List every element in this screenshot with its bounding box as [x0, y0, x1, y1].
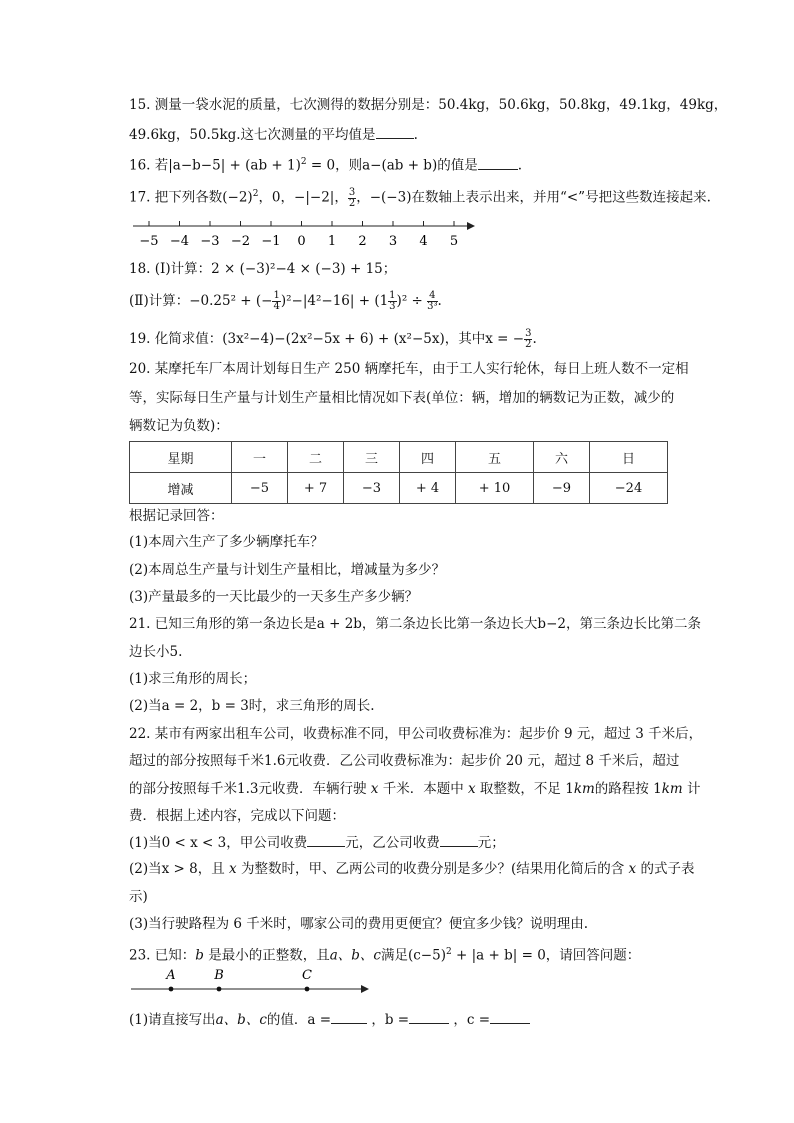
- tick-label: 3: [388, 234, 398, 249]
- q22-text: 计: [686, 781, 701, 797]
- q22-text: (1)当0 < x < 3，甲公司收费: [129, 835, 308, 851]
- q22-text: 的部分按照每千米1.3元收费．车辆行驶: [129, 781, 367, 797]
- q18-text: )²−|4²−16| + (1: [280, 293, 389, 309]
- q21-line1: 21. 已知三角形的第一条边长是a + 2b，第二条边长比第一条边长大b−2，第三条边长比第二条: [129, 616, 701, 632]
- table-cell: 二: [288, 442, 344, 473]
- q17-exp: 2: [252, 189, 259, 199]
- q20-after: 根据记录回答：: [129, 508, 224, 524]
- q16: [129, 152, 522, 176]
- table-cell: −5: [232, 473, 288, 504]
- q17: [129, 184, 711, 209]
- q17-text-a: 17. 把下列各数(−2): [129, 189, 253, 206]
- q19-text: 19. 化简求值：(3x²−4)−(2x²−5x + 6) + (x²−5x)，其中x = −: [129, 331, 525, 347]
- table-row: [130, 442, 668, 473]
- table-cell: 增减: [130, 473, 232, 504]
- tick-label: 5: [449, 234, 459, 249]
- point-a: [169, 987, 174, 992]
- q16-end: .: [517, 157, 523, 174]
- point-b: [217, 987, 222, 992]
- q22-text: 元，乙公司收费: [345, 835, 440, 851]
- q21-line2: 边长小5.: [129, 644, 183, 660]
- table-cell: 三: [344, 442, 400, 473]
- q18-text: )² ÷: [396, 293, 428, 309]
- table-cell: + 4: [400, 473, 456, 504]
- point-label-a: A: [166, 968, 176, 983]
- point-line: [129, 966, 379, 1000]
- tick-label: −5: [139, 234, 159, 249]
- table-cell: 五: [456, 442, 534, 473]
- tick-label: −4: [169, 234, 190, 249]
- point-c: [305, 987, 310, 992]
- answer-blank[interactable]: [440, 832, 478, 847]
- unit-km: km: [661, 781, 683, 797]
- q22-text: 的路程按 1: [594, 781, 662, 797]
- q21-sub1: (1)求三角形的周长；: [129, 671, 257, 687]
- table-cell: 四: [400, 442, 456, 473]
- answer-blank[interactable]: [376, 124, 414, 139]
- unit-km: km: [573, 781, 595, 797]
- fraction: $\frac{1}{3}$: [389, 290, 396, 312]
- q15-end: .: [413, 127, 418, 143]
- tick-label: −3: [200, 234, 220, 249]
- q20-line2: 等，实际每日生产量与计划生产量相比情况如下表(单位：辆，增加的辆数记为正数，减少的: [129, 390, 675, 406]
- arrow-head: [361, 985, 369, 993]
- table-cell: 日: [590, 442, 668, 473]
- table-row: [130, 473, 668, 504]
- fraction: $\frac{1}{4}$: [273, 290, 280, 312]
- tick-label: 0: [297, 234, 306, 249]
- q20-sub1: (1)本周六生产了多少辆摩托车？: [129, 534, 324, 550]
- q22-text: 的式子表: [640, 861, 695, 877]
- var-x: x: [370, 781, 379, 797]
- tick-group: [139, 221, 458, 249]
- q22-text: 千米．本题中: [382, 781, 464, 797]
- q21-sub2: (2)当a = 2，b = 3时，求三角形的周长.: [129, 698, 375, 714]
- q22-text: 元；: [477, 835, 505, 851]
- q15-line1: 15. 测量一袋水泥的质量，七次测得的数据分别是：50.4kg，50.6kg，50.8kg，49.1kg，49kg，: [129, 97, 728, 113]
- q17-text-c: ，−(−3)在数轴上表示出来，并用“<”号把这些数连接起来.: [356, 189, 711, 206]
- answer-blank-b[interactable]: [409, 1009, 449, 1024]
- answer-blank-c[interactable]: [490, 1009, 530, 1024]
- q22-sub2-cont: 示): [129, 889, 148, 905]
- var-abc: a、b、c: [215, 1012, 267, 1028]
- q22-text: (2)当x > 8，且: [129, 861, 225, 877]
- q18-text: .: [437, 293, 442, 309]
- point-label-b: B: [214, 968, 224, 983]
- q23-text: 满足(c−5): [380, 947, 446, 964]
- table-cell: 六: [534, 442, 590, 473]
- q16-text-b: = 0，则a−(ab + b)的值是: [306, 157, 478, 174]
- q18-line1: 18. (Ⅰ)计算：2 × (−3)²−4 × (−3) + 15；: [129, 261, 397, 277]
- q22-sub1: [129, 832, 505, 853]
- number-line: [129, 214, 489, 250]
- q23-text: 是最小的正整数，且: [208, 947, 330, 964]
- fraction: $\frac{3}{2}$: [525, 328, 532, 350]
- q17-text-b: ，0，−|−2|，: [258, 189, 348, 206]
- tick-label: 1: [327, 234, 337, 249]
- var-b: b: [195, 947, 204, 964]
- answer-blank-a[interactable]: [331, 1009, 367, 1024]
- answer-blank[interactable]: [307, 832, 345, 847]
- q23-text: (1)请直接写出: [129, 1012, 216, 1028]
- tick-label: 2: [358, 234, 367, 249]
- q18-text: (Ⅱ)计算：−0.25² + (−: [129, 293, 273, 309]
- var-x: x: [229, 861, 237, 877]
- tick-label: 4: [419, 234, 428, 249]
- q19-end: .: [532, 331, 537, 347]
- q15-line2: [129, 124, 418, 145]
- q23-sub1: [129, 1009, 530, 1030]
- arrow-head: [467, 222, 475, 230]
- fraction: $\frac{3}{2}$: [348, 186, 356, 209]
- table-cell: 星期: [130, 442, 232, 473]
- var-x: x: [468, 781, 476, 797]
- q18-line2: [129, 291, 442, 312]
- tick-label: −2: [230, 234, 251, 249]
- q20-sub2: (2)本周总生产量与计划生产量相比，增减量为多少？: [129, 562, 446, 578]
- tick-label: −1: [261, 234, 281, 249]
- q22-sub3: (3)当行驶路程为 6 千米时，哪家公司的费用更便宜？便宜多少钱？说明理由.: [129, 916, 589, 932]
- q23-text: 23. 已知：: [129, 947, 196, 964]
- table-cell: + 7: [288, 473, 344, 504]
- table-cell: −24: [590, 473, 668, 504]
- q23-text: ，b =: [371, 1012, 410, 1028]
- table-cell: + 10: [456, 473, 534, 504]
- q19: [129, 329, 537, 350]
- q22-text: 取整数，不足 1: [479, 781, 574, 797]
- q20-line3: 辆数记为负数)：: [129, 418, 229, 434]
- table-cell: 一: [232, 442, 288, 473]
- production-table: [129, 441, 668, 504]
- q15-text: 49.6kg，50.5kg.这七次测量的平均值是: [129, 127, 376, 143]
- fraction: $\frac{4}{\text{3³}}$: [427, 290, 438, 312]
- q22-sub2: [129, 859, 694, 879]
- q22-text: 为整数时，甲、乙两公司的收费分别是多少？(结果用化简后的含: [240, 861, 625, 877]
- var-abc: a、b、c: [329, 947, 381, 964]
- q22-line4: 费．根据上述内容，完成以下问题：: [129, 808, 345, 824]
- q16-exp: 2: [300, 157, 307, 167]
- q23: [129, 942, 640, 966]
- q23-text: + |a + b| = 0，请回答问题：: [451, 947, 641, 964]
- point-label-c: C: [302, 968, 312, 983]
- q16-text-a: 16. 若|a−b−5| + (ab + 1): [129, 157, 301, 174]
- q22-line2: 超过的部分按照每千米1.6元收费．乙公司收费标准为：起步价 20 元，超过 8 千米后，超过: [129, 753, 680, 769]
- var-x: x: [628, 861, 637, 877]
- q20-line1: 20. 某摩托车厂本周计划每日生产 250 辆摩托车，由于工人实行轮休，每日上班人数不一定相: [129, 361, 689, 377]
- q23-text: ，c =: [453, 1012, 491, 1028]
- answer-blank[interactable]: [478, 155, 518, 170]
- q22-line1: 22. 某市有两家出租车公司，收费标准不同，甲公司收费标准为：起步价 9 元，超过 3 千米后，: [129, 726, 703, 742]
- q20-sub3: (3)产量最多的一天比最少的一天多生产多少辆？: [129, 589, 419, 605]
- table-cell: −3: [344, 473, 400, 504]
- point-group: [165, 968, 312, 991]
- q23-exp: 2: [445, 947, 452, 957]
- q22-line3: [129, 779, 700, 799]
- q23-text: 的值．a =: [266, 1012, 332, 1028]
- table-cell: −9: [534, 473, 590, 504]
